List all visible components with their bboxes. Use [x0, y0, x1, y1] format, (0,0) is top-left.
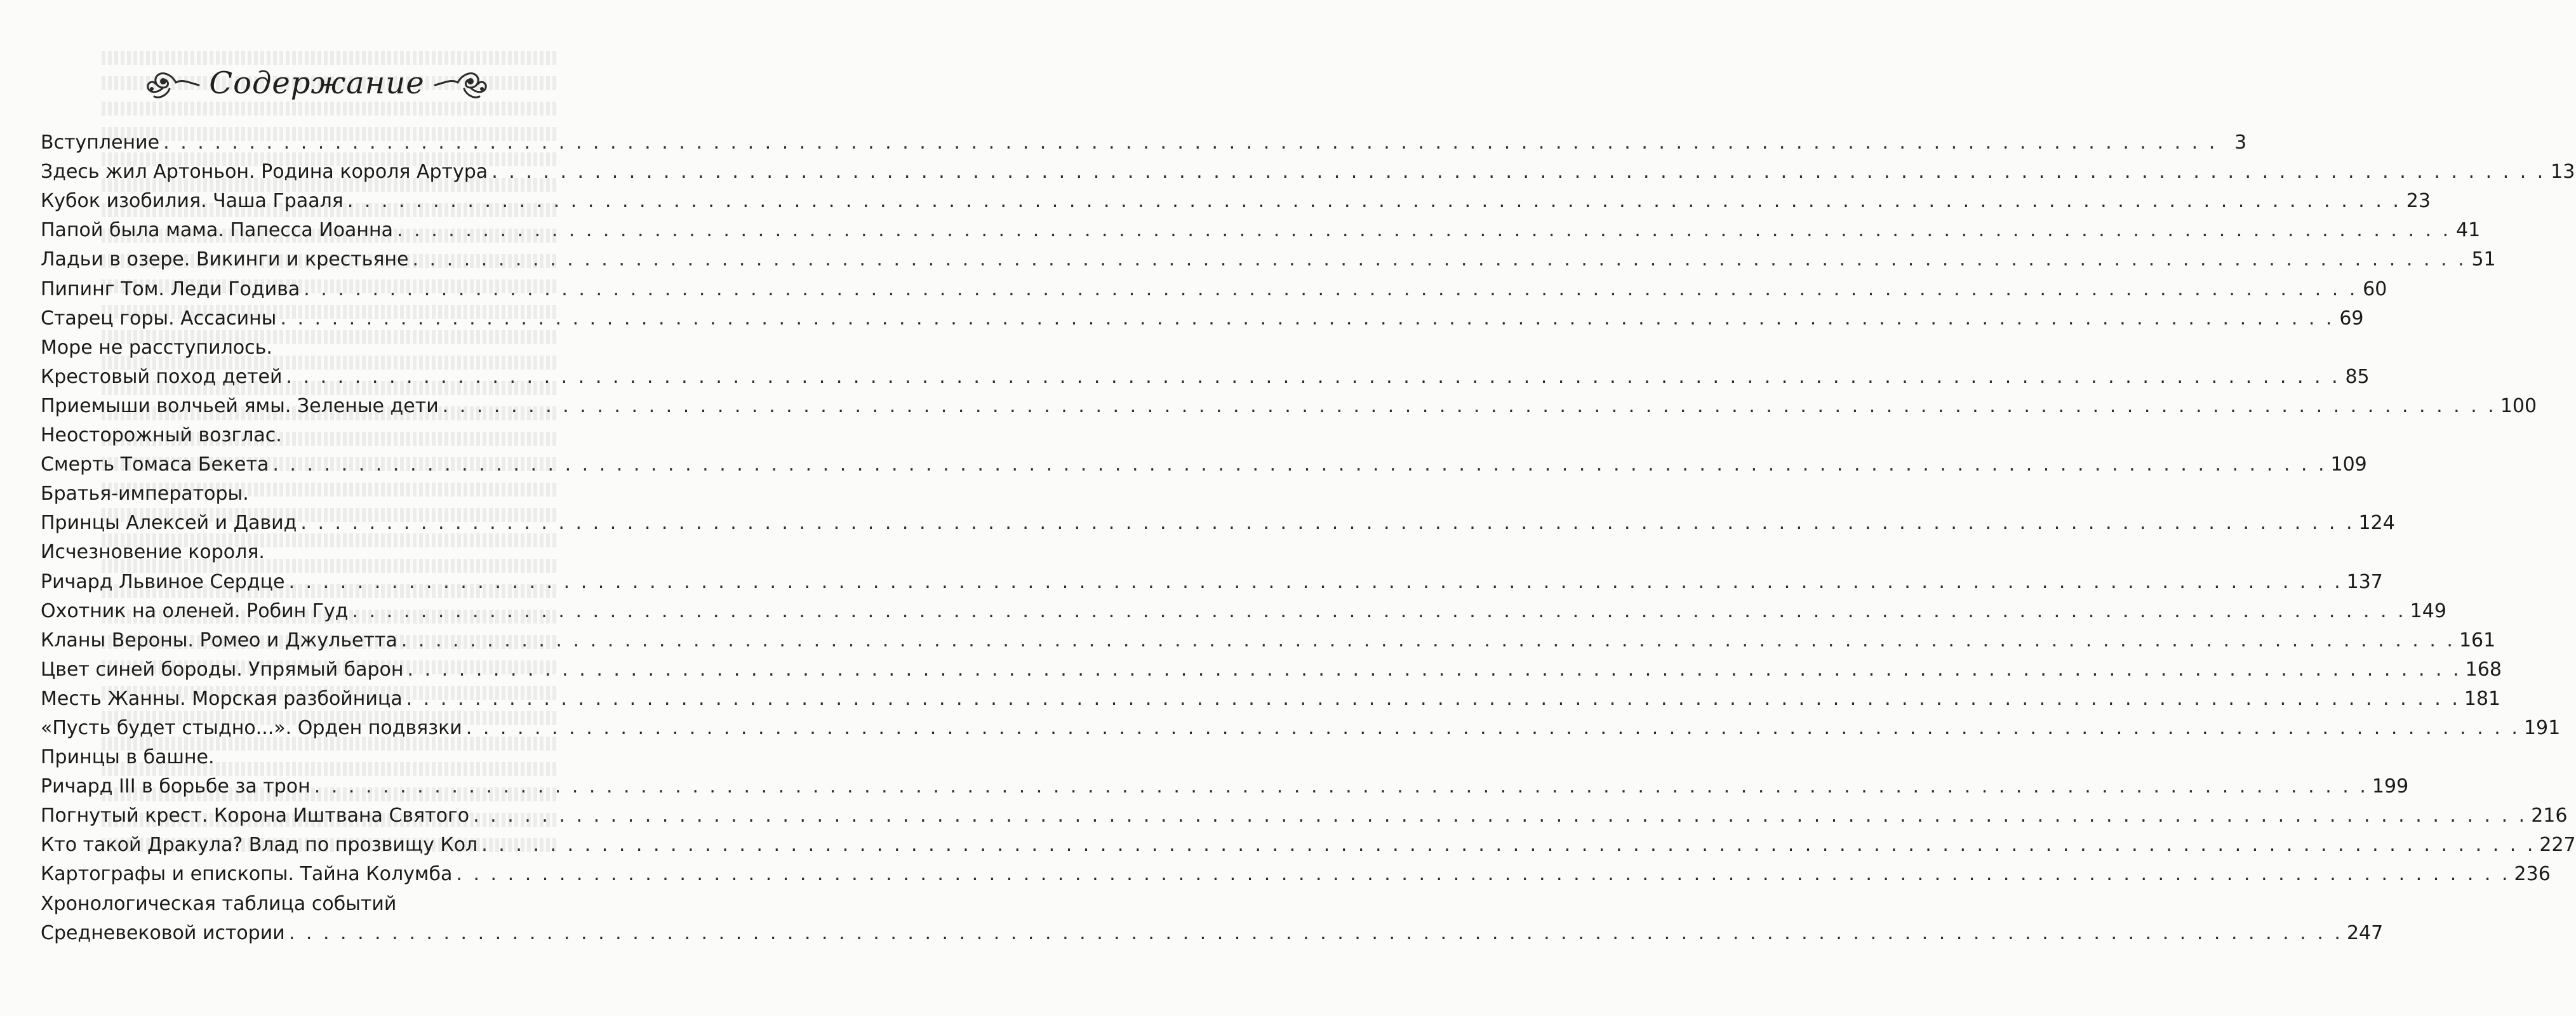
toc-entry — [41, 652, 2502, 681]
toc-entry-title: Ричард III в борьбе за трон — [41, 775, 310, 798]
toc-page-number: 137 — [2346, 570, 2383, 593]
toc-entry-title: Братья-императоры. — [41, 483, 249, 505]
toc-entry — [41, 915, 2384, 944]
toc-entry — [41, 359, 2370, 388]
toc-dot-leader: . . . . . . . . . . . . . . . . . . . . . . . . . . . . . . . . . . . . . . . . . . . . . . . . . . . . . . . . . . . . . . . . . . . . . . . . . . . . . . . . . . . . . . . . . . . . . . . . . . . . . . . . . . . . . . . . . . . . . . . . — [406, 687, 2460, 710]
toc-entry-title: Кто такой Дракула? Влад по прозвищу Кол — [41, 834, 478, 857]
toc-page-number: 69 — [2339, 307, 2364, 330]
toc-entry-title: Ричард Львиное Сердце — [41, 570, 285, 593]
toc-entry-title: Кланы Вероны. Ромео и Джульетта — [41, 629, 397, 652]
toc-entry — [41, 388, 2537, 417]
toc-entry-title: «Пусть будет стыдно...». Орден подвязки — [41, 716, 462, 739]
toc-dot-leader: . . . . . . . . . . . . . . . . . . . . . . . . . . . . . . . . . . . . . . . . . . . . . . . . . . . . . . . . . . . . . . . . . . . . . . . . . . . . . . . . . . . . . . . . . . . . . . . . . . . . . . . . . . . . . . . . . . . . . . . . — [481, 834, 2536, 857]
toc-entry-title: Приемыши волчьей ямы. Зеленые дети — [41, 394, 439, 417]
toc-entry — [41, 798, 2568, 827]
toc-entry — [41, 681, 2501, 710]
toc-entry-title: Принцы Алексей и Давид — [41, 512, 297, 535]
toc-dot-leader: . . . . . . . . . . . . . . . . . . . . . . . . . . . . . . . . . . . . . . . . . . . . . . . . . . . . . . . . . . . . . . . . . . . . . . . . . . . . . . . . . . . . . . . . . . . . . . . . . . . . . . . . . . . . . . . . . . . . . . . . — [465, 716, 2520, 739]
toc-entry-title: Папой была мама. Папесса Иоанна — [41, 219, 394, 242]
toc-entry — [41, 271, 2387, 300]
toc-page-number: 216 — [2531, 805, 2568, 827]
toc-entry-title: Ладьи в озере. Викинги и крестьяне — [41, 248, 409, 271]
toc-page-number: 181 — [2464, 687, 2501, 710]
toc-dot-leader: . . . . . . . . . . . . . . . . . . . . . . . . . . . . . . . . . . . . . . . . . . . . . . . . . . . . . . . . . . . . . . . . . . . . . . . . . . . . . . . . . . . . . . . . . . . . . . . . . . . . . . . . . . . . . . . . . . . . . . . . — [401, 629, 2455, 652]
toc-entry — [41, 241, 2496, 271]
toc-entry-title: Месть Жанны. Морская разбойница — [41, 687, 403, 710]
toc-entry-title: Картографы и епископы. Тайна Колумба — [41, 863, 453, 886]
toc-entry — [41, 534, 574, 563]
toc-entry — [41, 417, 574, 446]
toc-dot-leader: . . . . . . . . . . . . . . . . . . . . . . . . . . . . . . . . . . . . . . . . . . . . . . . . . . . . . . . . . . . . . . . . . . . . . . . . . . . . . . . . . . . . . . . . . . . . . . . . . . . . . . . . . . . . . . . . . . . . . . . . — [304, 277, 2358, 300]
toc-page-number: 3 — [2234, 131, 2247, 154]
toc-page-number: 247 — [2346, 921, 2384, 944]
toc-dot-leader: . . . . . . . . . . . . . . . . . . . . . . . . . . . . . . . . . . . . . . . . . . . . . . . . . . . . . . . . . . . . . . . . . . . . . . . . . . . . . . . . . . . . . . . . . . . . . . . . . . . . . . . . . . . . . . . . . . . . . . . . — [286, 365, 2340, 388]
toc-page-number: 168 — [2465, 658, 2502, 681]
toc-entry — [41, 476, 574, 505]
toc-entry — [41, 622, 2496, 652]
toc-page-number: 23 — [2406, 190, 2431, 213]
toc-dot-leader: . . . . . . . . . . . . . . . . . . . . . . . . . . . . . . . . . . . . . . . . . . . . . . . . . . . . . . . . . . . . . . . . . . . . . . . . . . . . . . . . . . . . . . . . . . . . . . . . . . . . . . . . . . . . . . . . . . . . . . . . — [272, 453, 2327, 476]
toc-entry-title: Хронологическая таблица событий — [41, 892, 397, 915]
toc-page-number: 100 — [2500, 394, 2537, 417]
toc-entry — [41, 505, 2395, 535]
toc-dot-leader: . . . . . . . . . . . . . . . . . . . . . . . . . . . . . . . . . . . . . . . . . . . . . . . . . . . . . . . . . . . . . . . . . . . . . . . . . . . . . . . . . . . . . . . . . . . . . . . . . . . . . . . . . . . . . . . . . . . . . . . . — [280, 307, 2335, 330]
toc-entry — [41, 710, 2561, 739]
toc-page-number: 13 — [2551, 161, 2575, 184]
toc-entry-title: Погнутый крест. Корона Иштвана Святого — [41, 805, 470, 827]
toc-dot-leader: . . . . . . . . . . . . . . . . . . . . . . . . . . . . . . . . . . . . . . . . . . . . . . . . . . . . . . . . . . . . . . . . . . . . . . . . . . . . . . . . . . . . . . . . . . . . . . . . . . . . . . . . . . . . . . . . . . . . . . . . — [412, 248, 2467, 271]
toc-page-number: 85 — [2345, 365, 2370, 388]
toc-entry-title: Средневековой истории — [41, 921, 285, 944]
toc-entry — [41, 212, 2481, 242]
toc-entry-title: Здесь жил Артоньон. Родина короля Артура — [41, 161, 488, 184]
toc-entry — [41, 739, 574, 768]
toc-entry-title: Охотник на оленей. Робин Гуд — [41, 599, 349, 622]
toc-entry — [41, 183, 2431, 213]
toc-dot-leader: . . . . . . . . . . . . . . . . . . . . . . . . . . . . . . . . . . . . . . . . . . . . . . . . . . . . . . . . . . . . . . . . . . . . . . . . . . . . . . . . . . . . . . . . . . . . . . . . . . . . . . . . . . . . . . . . . . . . . . . . — [288, 570, 2343, 593]
toc-entry — [41, 827, 2576, 857]
toc-entry-title: Исчезновение короля. — [41, 541, 265, 564]
toc-entry — [41, 885, 574, 914]
toc-page-number: 191 — [2523, 716, 2561, 739]
toc-page-number: 51 — [2471, 248, 2496, 271]
toc-entry-title: Вступление — [41, 131, 160, 154]
toc-page-number: 199 — [2372, 775, 2409, 798]
left-flourish-ornament-icon — [144, 64, 200, 103]
toc-entry — [41, 446, 2367, 476]
toc-dot-leader: . . . . . . . . . . . . . . . . . . . . . . . . . . . . . . . . . . . . . . . . . . . . . . . . . . . . . . . . . . . . . . . . . . . . . . . . . . . . . . . . . . . . . . . . . . . . . . . . . . . . . . . . . . . . . . . . . . . . . . . . — [347, 190, 2401, 213]
toc-page-number: 41 — [2456, 219, 2481, 242]
toc-page-number: 124 — [2358, 512, 2395, 535]
toc-page-number: 236 — [2514, 863, 2551, 886]
toc-dot-leader: . . . . . . . . . . . . . . . . . . . . . . . . . . . . . . . . . . . . . . . . . . . . . . . . . . . . . . . . . . . . . . . . . . . . . . . . . . . . . . . . . . . . . . . . . . . . . . . . . . . . . . . . . . . . . . . . . . . . . . . . — [491, 161, 2546, 184]
toc-entry-title: Неосторожный возглас. — [41, 424, 282, 447]
toc-entry-title: Пипинг Том. Леди Годива — [41, 277, 300, 300]
toc-entry — [41, 593, 2446, 622]
toc-entry — [41, 330, 574, 359]
toc-dot-leader: . . . . . . . . . . . . . . . . . . . . . . . . . . . . . . . . . . . . . . . . . . . . . . . . . . . . . . . . . . . . . . . . . . . . . . . . . . . . . . . . . . . . . . . . . . . . . . . . . . . . . . . . . . . . . . . . . . . . . . . . — [473, 805, 2528, 827]
toc-dot-leader: . . . . . . . . . . . . . . . . . . . . . . . . . . . . . . . . . . . . . . . . . . . . . . . . . . . . . . . . . . . . . . . . . . . . . . . . . . . . . . . . . . . . . . . . . . . . . . . . . . . . . . . . . . . . . . . . . . . . . . . . — [300, 512, 2355, 535]
toc-page-number: 109 — [2330, 453, 2367, 476]
toc-dot-leader: . . . . . . . . . . . . . . . . . . . . . . . . . . . . . . . . . . . . . . . . . . . . . . . . . . . . . . . . . . . . . . . . . . . . . . . . . . . . . . . . . . . . . . . . . . . . . . . . . . . . . . . . . . . . . . . . . . . . . . . . — [163, 131, 2218, 154]
toc-entry-title: Кубок изобилия. Чаша Грааля — [41, 190, 344, 213]
toc-page-number: 60 — [2363, 277, 2387, 300]
toc-page-number: 227 — [2539, 834, 2576, 857]
toc-entry — [41, 856, 2551, 886]
toc-entry — [41, 154, 2575, 184]
toc-page-number: 161 — [2459, 629, 2496, 652]
toc-dot-leader: . . . . . . . . . . . . . . . . . . . . . . . . . . . . . . . . . . . . . . . . . . . . . . . . . . . . . . . . . . . . . . . . . . . . . . . . . . . . . . . . . . . . . . . . . . . . . . . . . . . . . . . . . . . . . . . . . . . . . . . . — [456, 863, 2511, 886]
toc-entry — [41, 768, 2409, 798]
toc-entry-title: Море не расступилось. — [41, 336, 272, 359]
toc-dot-leader: . . . . . . . . . . . . . . . . . . . . . . . . . . . . . . . . . . . . . . . . . . . . . . . . . . . . . . . . . . . . . . . . . . . . . . . . . . . . . . . . . . . . . . . . . . . . . . . . . . . . . . . . . . . . . . . . . . . . . . . . — [397, 219, 2452, 242]
toc-dot-leader: . . . . . . . . . . . . . . . . . . . . . . . . . . . . . . . . . . . . . . . . . . . . . . . . . . . . . . . . . . . . . . . . . . . . . . . . . . . . . . . . . . . . . . . . . . . . . . . . . . . . . . . . . . . . . . . . . . . . . . . . — [352, 599, 2406, 622]
toc-entry-title: Цвет синей бороды. Упрямый барон — [41, 658, 404, 681]
page-title: Содержание — [209, 65, 425, 101]
toc-page-number: 149 — [2410, 599, 2446, 622]
toc-entry-title: Крестовый поход детей — [41, 365, 283, 388]
toc-entry — [41, 563, 2383, 593]
toc-entry-title: Принцы в башне. — [41, 746, 215, 769]
toc-dot-leader: . . . . . . . . . . . . . . . . . . . . . . . . . . . . . . . . . . . . . . . . . . . . . . . . . . . . . . . . . . . . . . . . . . . . . . . . . . . . . . . . . . . . . . . . . . . . . . . . . . . . . . . . . . . . . . . . . . . . . . . . — [442, 394, 2497, 417]
toc-dot-leader: . . . . . . . . . . . . . . . . . . . . . . . . . . . . . . . . . . . . . . . . . . . . . . . . . . . . . . . . . . . . . . . . . . . . . . . . . . . . . . . . . . . . . . . . . . . . . . . . . . . . . . . . . . . . . . . . . . . . . . . . — [407, 658, 2462, 681]
toc-entry-title: Смерть Томаса Бекета — [41, 453, 269, 476]
toc-entry — [41, 300, 2364, 330]
table-of-contents — [41, 124, 2576, 944]
toc-dot-leader: . . . . . . . . . . . . . . . . . . . . . . . . . . . . . . . . . . . . . . . . . . . . . . . . . . . . . . . . . . . . . . . . . . . . . . . . . . . . . . . . . . . . . . . . . . . . . . . . . . . . . . . . . . . . . . . . . . . . . . . . — [314, 775, 2368, 798]
right-flourish-ornament-icon — [434, 64, 490, 103]
toc-dot-leader: . . . . . . . . . . . . . . . . . . . . . . . . . . . . . . . . . . . . . . . . . . . . . . . . . . . . . . . . . . . . . . . . . . . . . . . . . . . . . . . . . . . . . . . . . . . . . . . . . . . . . . . . . . . . . . . . . . . . . . . . — [288, 921, 2343, 944]
toc-entry — [41, 124, 2247, 154]
toc-entry-title: Старец горы. Ассасины — [41, 307, 277, 330]
page-header — [0, 64, 634, 114]
